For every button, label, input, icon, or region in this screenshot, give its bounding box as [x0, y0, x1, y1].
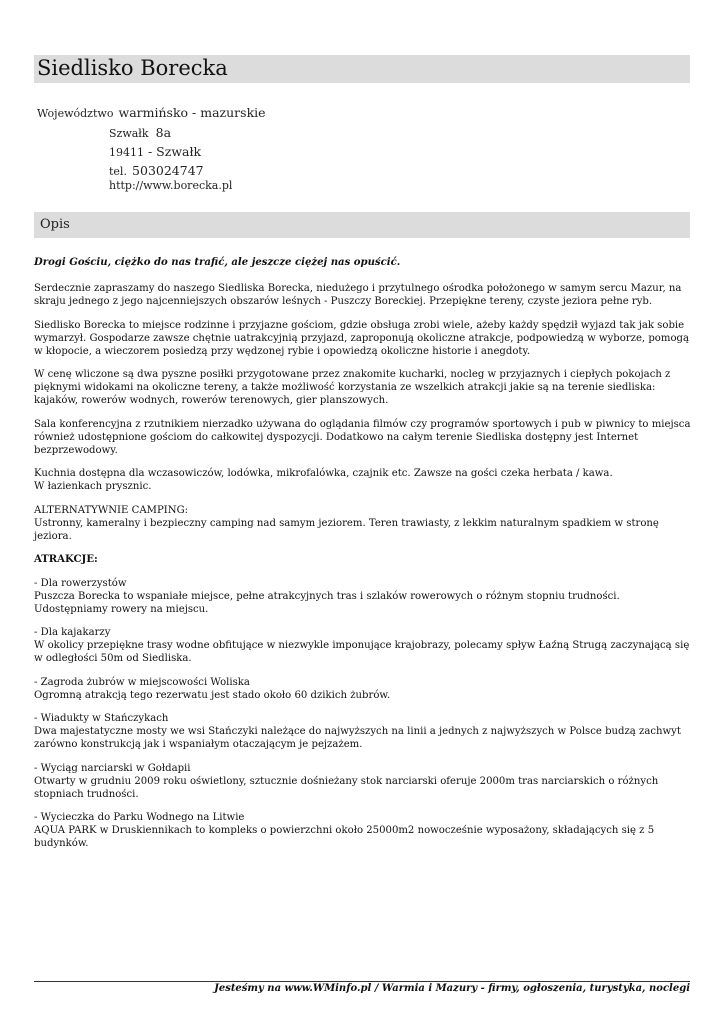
attraction-item	[34, 811, 694, 850]
paragraph-3: W cenę wliczone są dwa pyszne posiłki przygotowane przez znakomite kucharki, nocleg w przyjaznych i ciepłych pokojach z pięknymi widokami na okoliczne tereny, a także możliwość korzystania ze wszelkich atrakcji jakie są na terenie siedliska: kajaków, rowerów wodnych, rowerów terenowych, gier planszowych.	[34, 369, 671, 406]
street-label: Szwałk	[109, 127, 149, 140]
attraction-item	[34, 712, 694, 751]
attraction-item	[34, 762, 694, 801]
attraction-text: Ogromną atrakcją tego rezerwatu jest stado około 60 dzikich żubrów.	[34, 689, 391, 701]
attraction-title: - Dla rowerzystów	[34, 577, 127, 589]
paragraph-4: Sala konferencyjna z rzutnikiem nierzadko używana do oglądania filmów czy programów sportowych i pub w piwnicy to miejsca również udostępnione gościom do całkowitej dyspozycji. Dodatkowo na całym terenie Siedliska dostępny jest Internet bezprzewodowy.	[34, 418, 691, 456]
attraction-item	[34, 676, 694, 702]
attraction-text: W okolicy przepiękne trasy wodne obfitujące w niezwykle imponujące krajobrazy, polecamy spływ Łaźną Strugą zaczynającą się w odległości 50m od Siedliska.	[34, 640, 690, 664]
website-link[interactable]: http://www.borecka.pl	[109, 179, 233, 192]
attraction-title: - Wyciąg narciarski w Gołdapii	[34, 762, 191, 774]
postcode-line: 19411 - Szwałk	[109, 144, 202, 159]
attraction-title: - Wiadukty w Stańczykach	[34, 713, 169, 724]
street-line	[109, 122, 171, 141]
footer-text: Jesteśmy na www.WMinfo.pl / Warmia i Mazury - firmy, ogłoszenia, turystyka, noclegi	[214, 983, 690, 994]
section-title: Opis	[40, 217, 70, 232]
page-title: Siedlisko Borecka	[37, 56, 228, 80]
phone-label: tel.	[109, 165, 127, 178]
paragraph-2: Siedlisko Borecka to miejsce rodzinne i przyjazne gościom, gdzie obsługa zrobi wiele, ażeby każdy spędził wyjazd tak jak sobie wymarzył. Gospodarze zawsze chętnie uatrakcyjnią przyjazd, zaproponują okoliczne atrakcje, podpowiedzą w wyborze, pomogą w kłopocie, a wieczorem posiedzą przy wędzonej rybie i opowiedzą okoliczne historie i anegdoty.	[34, 319, 689, 357]
paragraph-5	[34, 467, 694, 493]
attraction-title: - Zagroda żubrów w miejscowości Woliska	[34, 676, 250, 688]
attraction-text: Puszcza Borecka to wspaniałe miejsce, pełne atrakcyjnych tras i szlaków rowerowych o różnym stopniu trudności. Udostępniamy rowery na miejscu.	[34, 590, 620, 615]
attraction-text: AQUA PARK w Druskiennikach to kompleks o powierzchni około 25000m2 nowocześnie wyposażony, składających się z 5 budynków.	[34, 825, 655, 849]
attraction-text: Otwarty w grudniu 2009 roku oświetlony, sztucznie dośnieżany stok narciarski oferuje 2000m tras narciarskich o różnych stopniach trudności.	[34, 775, 659, 800]
intro-text: Drogi Gościu, ciężko do nas trafić, ale jeszcze ciężej nas opuścić.	[34, 257, 401, 268]
section-band	[34, 212, 690, 238]
attraction-title: - Dla kajakarzy	[34, 627, 111, 638]
title-band	[34, 55, 690, 83]
camping-text: Ustronny, kameralny i bezpieczny camping nad samym jeziorem. Teren trawiasty, z lekkim naturalnym spadkiem w stronę jeziora.	[34, 517, 659, 542]
paragraph-1: Serdecznie zapraszamy do naszego Siedliska Borecka, niedużego i przytulnego ośrodka położonego w samym sercu Mazur, na skraju jednego z jego najcenniejszych obszarów leśnych - Puszczy Boreckiej. Przepiękne tereny, czyste jeziora pełne ryb.	[34, 283, 682, 307]
phone-line	[109, 160, 204, 179]
region-value: warmińsko - mazurskie	[118, 105, 266, 120]
footer-divider	[34, 981, 690, 982]
bathroom-text: W łazienkach prysznic.	[34, 481, 152, 492]
description-content	[34, 256, 694, 861]
camping-title: ALTERNATYWNIE CAMPING:	[34, 504, 189, 516]
street-number: 8a	[155, 125, 172, 140]
attraction-item	[34, 626, 694, 665]
region-label: Województwo	[37, 107, 114, 120]
attraction-title: - Wycieczka do Parku Wodnego na Litwie	[34, 812, 245, 823]
attraction-item	[34, 577, 694, 616]
camping-block	[34, 504, 694, 543]
postcode: 19411	[109, 146, 144, 159]
attractions-title: ATRAKCJE:	[34, 554, 98, 565]
kitchen-text: Kuchnia dostępna dla wczasowiczów, lodówka, mikrofalówka, czajnik etc. Zawsze na gości czeka herbata / kawa.	[34, 468, 613, 479]
region-line	[37, 102, 266, 121]
city: Szwałk	[156, 144, 202, 159]
phone-number: 503024747	[132, 163, 204, 178]
attraction-text: Dwa majestatyczne mosty we wsi Stańczyki należące do najwyższych na linii a jednych z najwyższych w Polsce budzą zachwyt zarówno konstrukcją jak i wspaniałym otaczającym je pejzażem.	[34, 726, 681, 750]
